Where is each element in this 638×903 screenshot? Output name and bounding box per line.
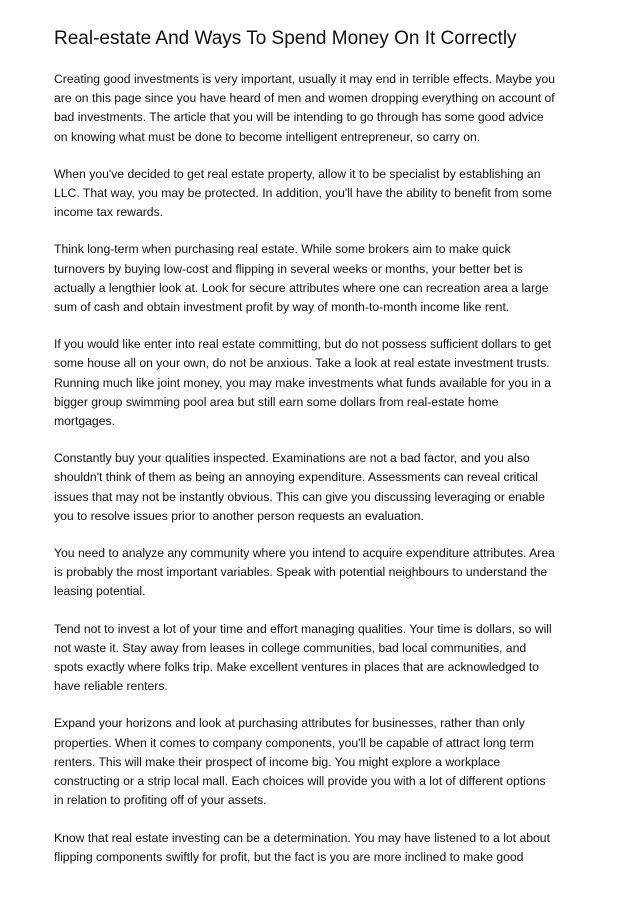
paragraph-line: on knowing what must be done to become intelligent entrepreneur, so carry on. — [54, 129, 481, 144]
paragraph-line: shouldn't think of them as being an annoying expenditure. Assessments can reveal critical — [54, 470, 539, 485]
paragraph-line: spots exactly where folks trip. Make excellent ventures in places that are acknowledged to — [54, 660, 540, 675]
paragraph-line: you to resolve issues prior to another person requests an evaluation. — [54, 508, 424, 523]
paragraph-line: Think long-term when purchasing real estate. While some brokers aim to make quick — [54, 242, 511, 257]
document-page — [54, 26, 590, 885]
body-paragraph — [54, 829, 590, 867]
page-title: Real-estate And Ways To Spend Money On It Correctly — [54, 28, 517, 49]
paragraph-line: not waste it. Stay away from leases in college communities, bad local communities, and — [54, 640, 527, 655]
paragraph-line: LLC. That way, you may be protected. In addition, you'll have the ability to benefit from some — [54, 186, 552, 201]
paragraph-line: Constantly buy your qualities inspected. Examinations are not a bad factor, and you also — [54, 451, 530, 466]
paragraph-line: You need to analyze any community where you intend to acquire expenditure attributes. Area — [54, 546, 555, 561]
paragraph-line: If you would like enter into real estate committing, but do not possess sufficient dollars to get — [54, 337, 552, 352]
body-paragraph — [54, 70, 590, 147]
paragraph-line: is probably the most important variables. Speak with potential neighbours to understand the — [54, 565, 548, 580]
paragraph-line: sum of cash and obtain investment profit by way of month-to-month income like rent. — [54, 300, 510, 315]
paragraph-line: renters. This will make their prospect of income big. You might explore a workplace — [54, 754, 501, 769]
body-paragraph — [54, 544, 590, 602]
paragraph-line: have reliable renters. — [54, 679, 168, 694]
body-paragraph — [54, 714, 590, 810]
paragraph-line: Creating good investments is very important, usually it may end in terrible effects. Maybe you — [54, 72, 556, 86]
body-paragraph — [54, 620, 590, 697]
paragraph-line: bigger group swimming pool area but still earn some dollars from real-estate home — [54, 394, 499, 409]
paragraph-line: Tend not to invest a lot of your time and effort managing qualities. Your time is dollars, so will — [54, 621, 552, 636]
paragraph-line: actually a lengthier look at. Look for secure attributes where one can recreation area a large — [54, 280, 549, 295]
paragraph-line: issues that may not be instantly obvious. This can give you discussing leveraging or enable — [54, 489, 545, 504]
body-paragraph — [54, 240, 590, 317]
paragraph-line: in relation to profiting off of your assets. — [54, 793, 267, 808]
paragraph-line: bad investments. The article that you will be intending to go through has some good advice — [54, 110, 544, 125]
body-paragraph — [54, 449, 590, 526]
paragraph-line: When you've decided to get real estate property, allow it to be specialist by establishing an — [54, 166, 541, 181]
paragraph-line: turnovers by buying low-cost and flipping in several weeks or months, your better bet is — [54, 261, 523, 276]
body-paragraph — [54, 165, 590, 223]
paragraph-line: flipping components swiftly for profit, but the fact is you are more inclined to make good — [54, 849, 524, 864]
body-paragraph — [54, 335, 590, 431]
paragraph-line: are on this page since you have heard of men and women dropping everything on account of — [54, 91, 555, 106]
paragraph-line: mortgages. — [54, 414, 115, 429]
paragraph-line: leasing potential. — [54, 584, 146, 599]
paragraph-line: Know that real estate investing can be a determination. You may have listened to a lot about — [54, 830, 550, 845]
paragraph-line: some house all on your own, do not be anxious. Take a look at real estate investment trusts. — [54, 356, 550, 371]
paragraph-line: Running much like joint money, you may make investments what funds available for you in a — [54, 375, 552, 390]
document-body — [54, 70, 590, 867]
paragraph-line: constructing or a strip local mall. Each choices will provide you with a lot of different options — [54, 774, 546, 789]
paragraph-line: Expand your horizons and look at purchasing attributes for businesses, rather than only — [54, 716, 525, 731]
paragraph-line: income tax rewards. — [54, 205, 164, 220]
paragraph-line: properties. When it comes to company components, you'll be capable of attract long term — [54, 735, 534, 750]
